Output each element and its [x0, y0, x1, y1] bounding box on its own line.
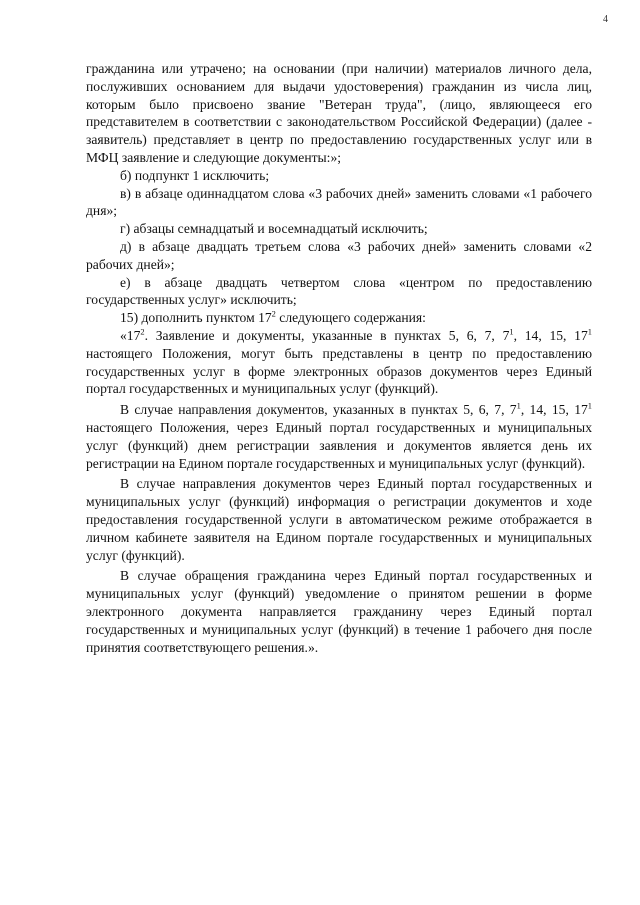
paragraph-2: б) подпункт 1 исключить;	[120, 167, 270, 183]
paragraph-10: В случае направления документов через Единый портал государственных и муниципальных услуг (функций) информация о регистрации документов и ходе предоставления государственной услуги в автоматическом режиме отображается в личном кабинете заявителя на Едином портале государственных и муниципальных услуг (функций).	[86, 476, 592, 563]
paragraph-7: 15) дополнить пунктом $17^2$ следующего содержания:	[120, 308, 426, 326]
paragraph-11: В случае обращения гражданина через Единый портал государственных и муниципальных услуг (функций) уведомление о принятом решении в форме электронного документа направляется гражданину через Единый портал государственных и муниципальных услуг (функций) в течение 1 рабочего дня после принятия соответствующего решения.».	[86, 568, 592, 655]
paragraph-1: гражданина или утрачено; на основании (при наличии) материалов личного дела, послуживших основанием для выдачи удостоверения) гражданин из числа лиц, которым было присвоено звание "Ветеран труда", (лицо, являющееся его представителем в соответствии с законодательством Российской Федерации) (далее - заявитель) представляет в центр по предоставлению государственных услуг или в МФЦ заявление и следующие документы:»;	[86, 61, 592, 165]
paragraph-3: в) в абзаце одиннадцатом слова «3 рабочих дней» заменить словами «1 рабочего дня»;	[86, 185, 592, 219]
paragraph-6: е) в абзаце двадцать четвертом слова «центром по предоставлению государственных услуг» исключить;	[86, 274, 592, 308]
paragraph-9: В случае направления документов, указанных в пунктах 5, 6, 7, $7^1$, 14, 15, $17^1$ настоящего Положения, через Единый портал государственных и муниципальных услуг (функций) днем регистрации заявления и документов является день их регистрации на Едином портале государственных и муниципальных услуг (функций).	[86, 400, 593, 471]
paragraph-5: д) в абзаце двадцать третьем слова «3 рабочих дней» заменить словами «2 рабочих дней»;	[86, 238, 592, 272]
paragraph-4: г) абзацы семнадцатый и восемнадцатый исключить;	[120, 221, 428, 237]
document-body	[86, 60, 592, 656]
page-number: 4	[603, 14, 608, 25]
paragraph-8: «$17^2$. Заявление и документы, указанные в пунктах 5, 6, 7, $7^1$, 14, 15, $17^1$ настоящего Положения, могут быть представлены в центр по предоставлению государственных услуг в форме электронных образов документов через Единый портал государственных и муниципальных услуг (функций).	[86, 326, 592, 397]
